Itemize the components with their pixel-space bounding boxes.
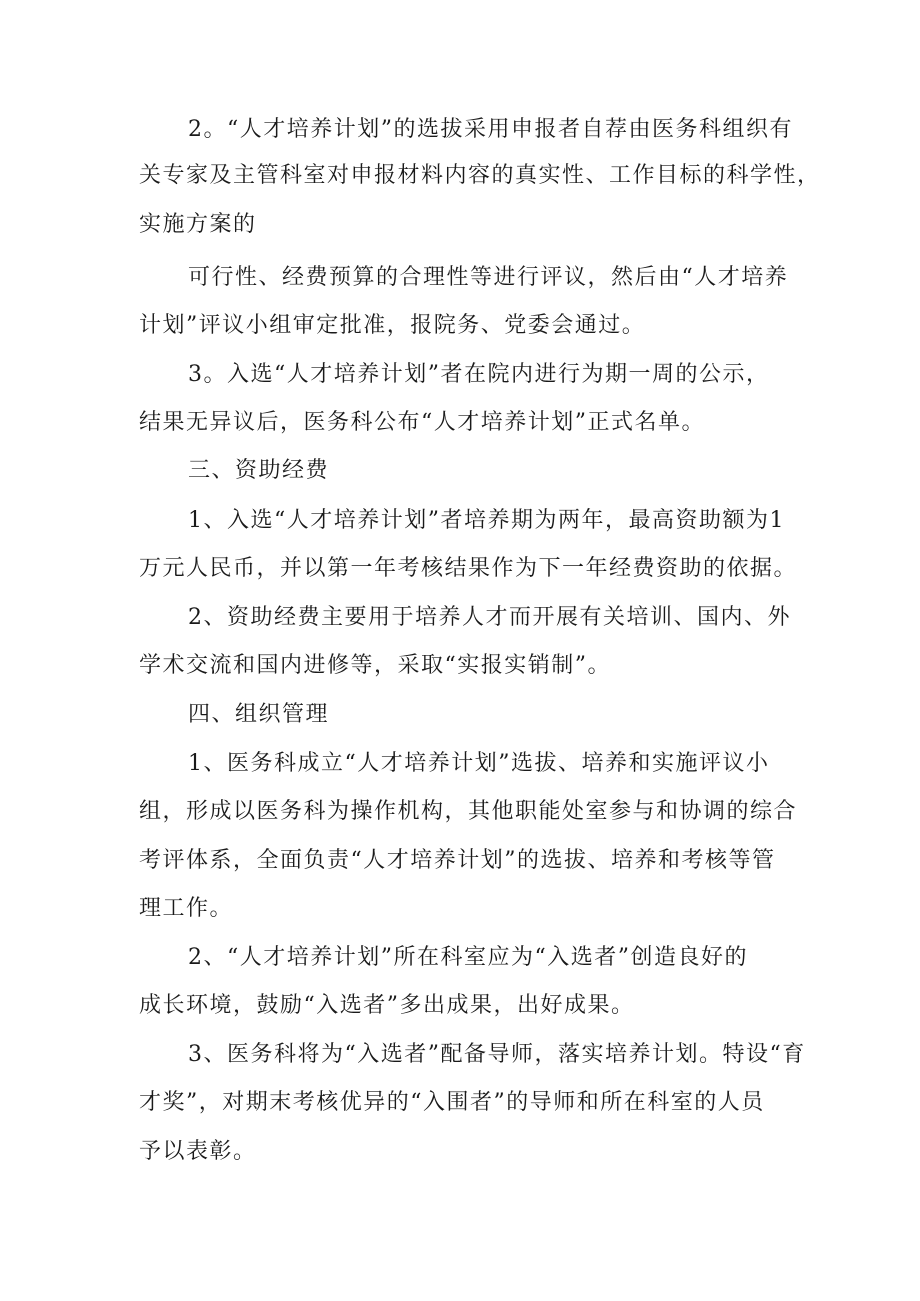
text-line: 才奖”，对期末考核优异的“入围者”的导师和所在科室的人员 (139, 1090, 765, 1115)
section-heading: 四、组织管理 (188, 702, 330, 727)
text-line: 成长环境，鼓励“入选者”多出成果，出好成果。 (139, 993, 635, 1018)
text-line: 3。入选“人才培养计划”者在院内进行为期一周的公示， (188, 362, 770, 387)
text-line: 予以表彰。 (139, 1139, 257, 1164)
text-line: 万元人民币，并以第一年考核结果作为下一年经费资助的依据。 (139, 556, 798, 581)
text-line: 结果无异议后，医务科公布“人才培养计划”正式名单。 (139, 410, 705, 435)
text-line: 1、医务科成立“人才培养计划”选拔、培养和实施评议小 (188, 751, 770, 776)
text-line: 考评体系，全面负责“人才培养计划”的选拔、培养和考核等管 (139, 848, 776, 873)
text-line: 2、“人才培养计划”所在科室应为“入选者”创造良好的 (188, 945, 748, 970)
text-line: 1、入选“人才培养计划”者培养期为两年，最高资助额为1 (188, 508, 785, 533)
text-line: 学术交流和国内进修等，采取“实报实销制”。 (139, 653, 611, 678)
text-line: 理工作。 (139, 896, 234, 921)
text-line: 组，形成以医务科为操作机构，其他职能处室参与和协调的综合 (139, 799, 798, 824)
text-line: 关专家及主管科室对申报材料内容的真实性、工作目标的科学性， (139, 163, 821, 188)
section-heading: 三、资助经费 (188, 458, 330, 483)
text-line: 2。“人才培养计划”的选拔采用申报者自荐由医务科组织有 (188, 117, 793, 142)
text-line: 2、资助经费主要用于培养人才而开展有关培训、国内、外 (188, 605, 791, 630)
text-line: 计划”评议小组审定批准，报院务、党委会通过。 (139, 313, 646, 338)
text-line: 3、医务科将为“入选者”配备导师，落实培养计划。特设“育 (188, 1042, 806, 1067)
text-line: 可行性、经费预算的合理性等进行评议，然后由“人才培养 (188, 265, 789, 290)
text-line: 实施方案的 (139, 212, 257, 237)
